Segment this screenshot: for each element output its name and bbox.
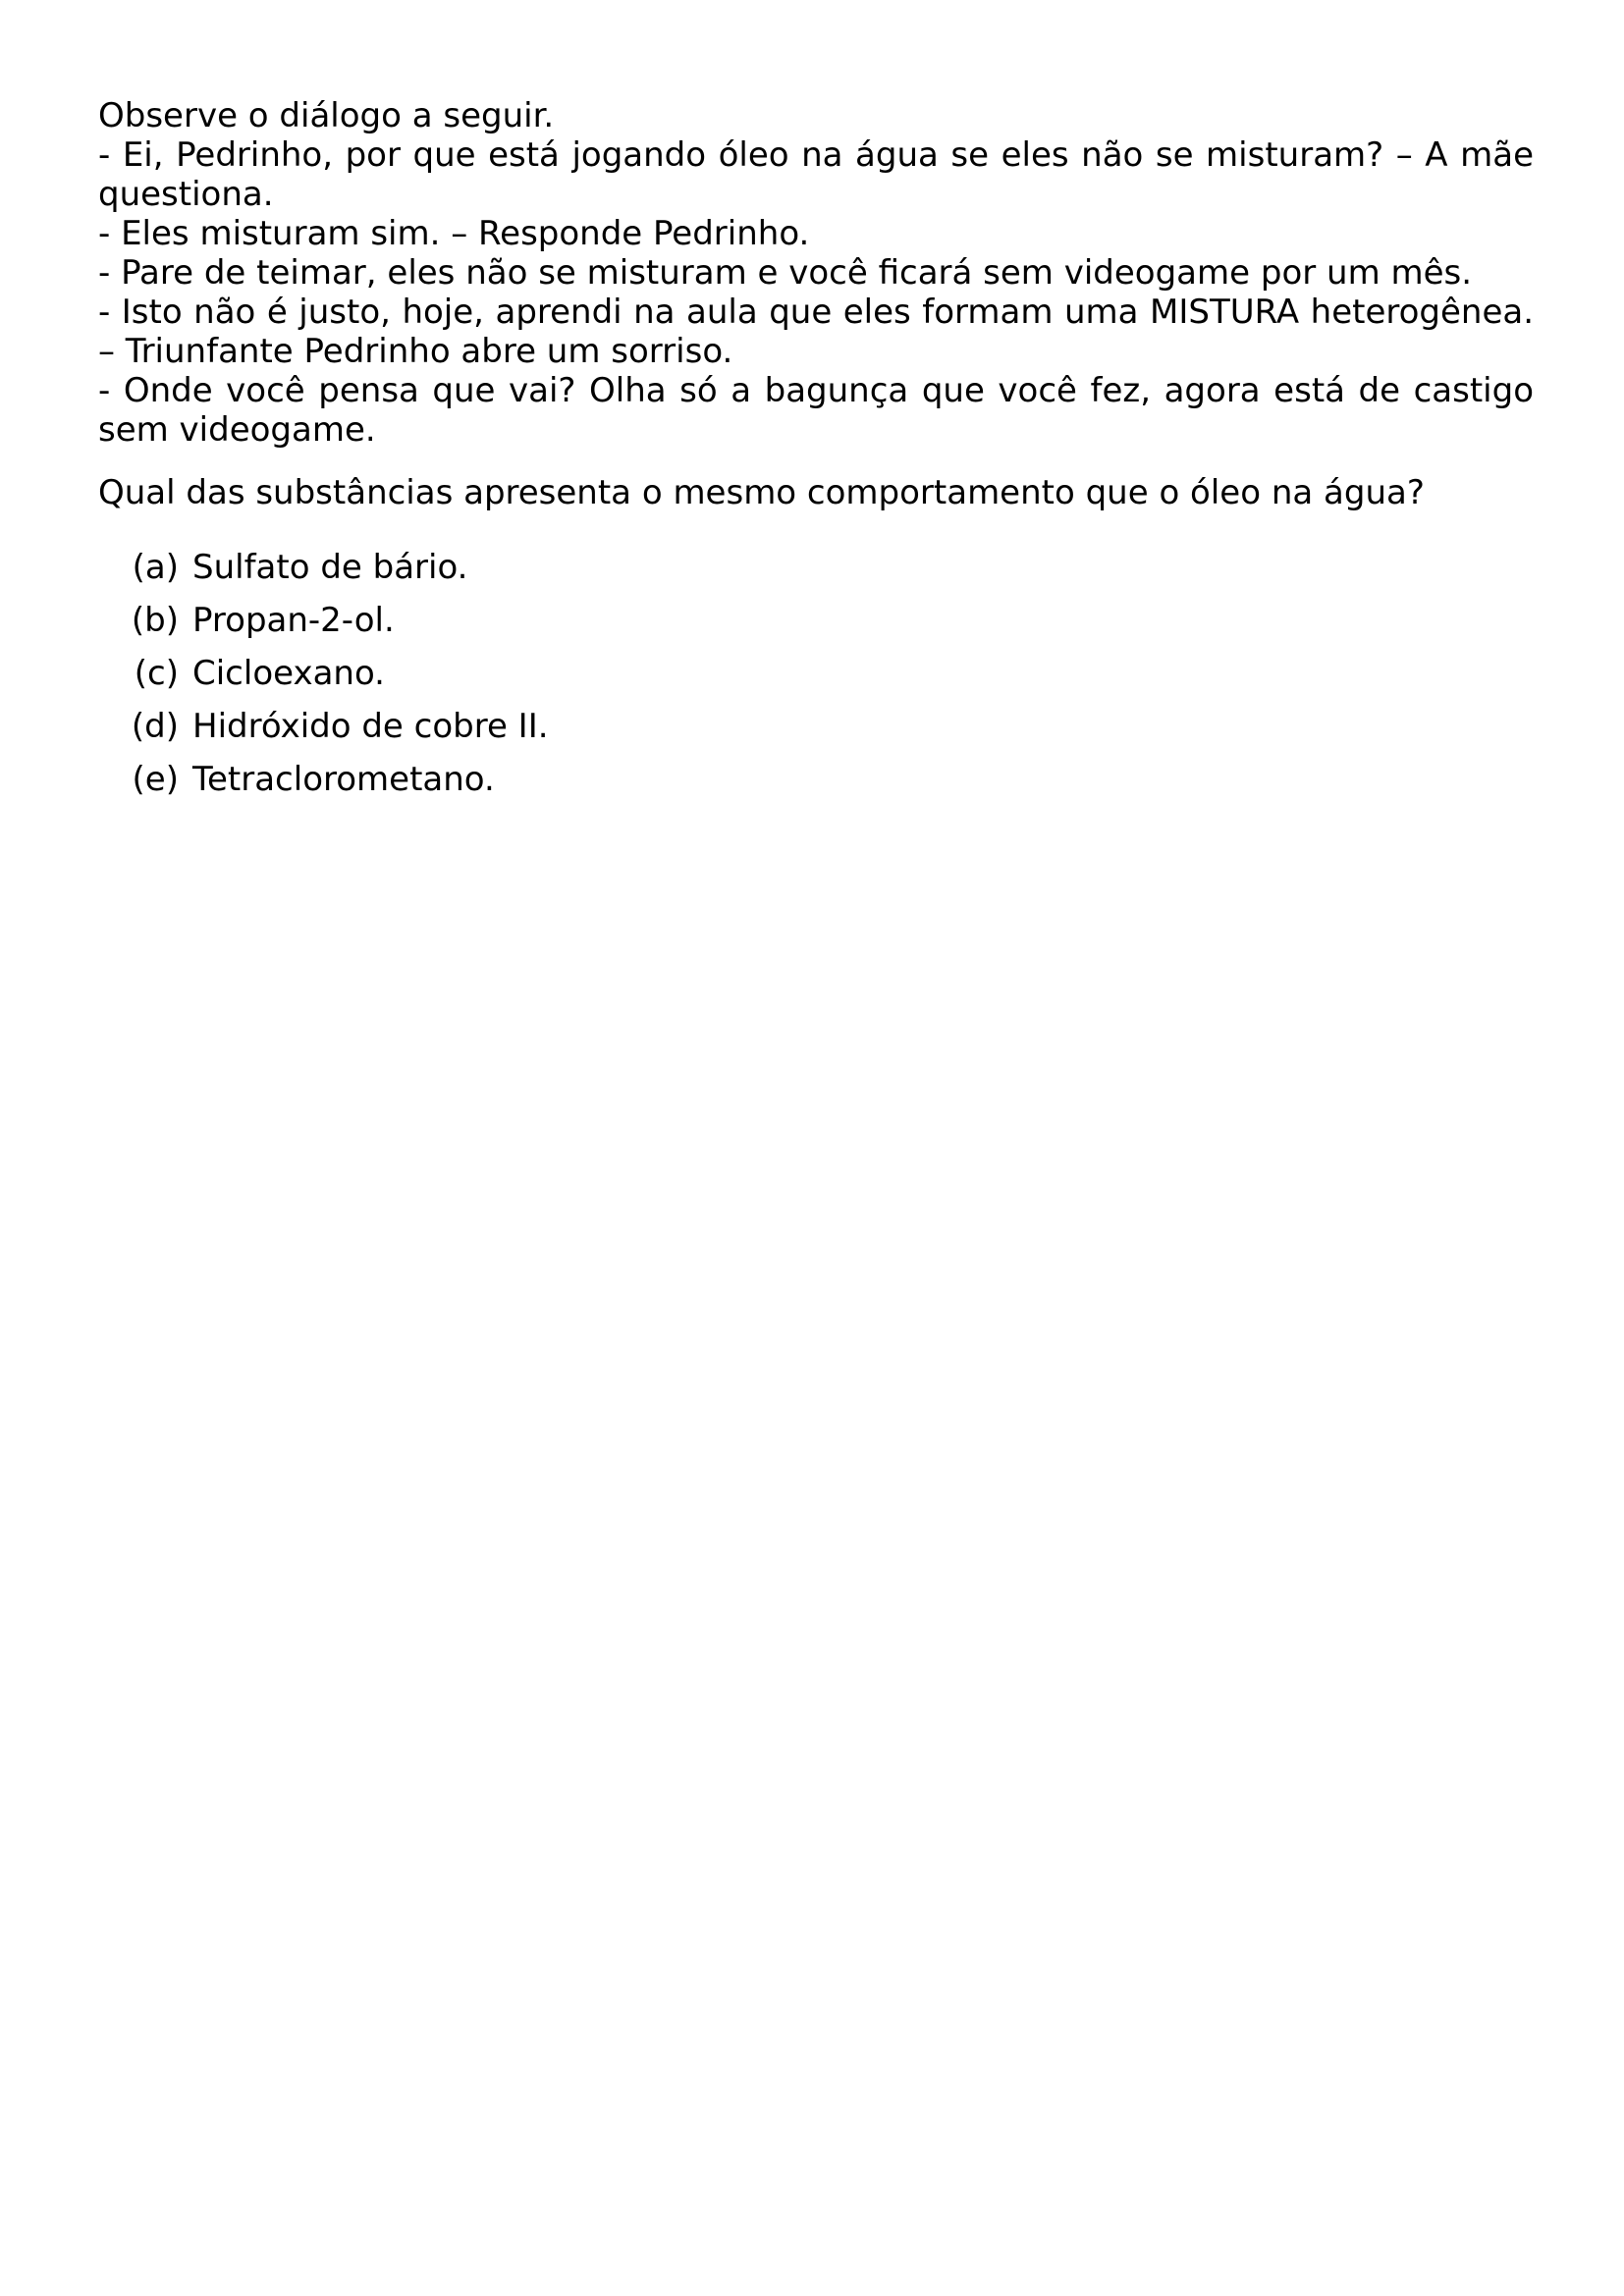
dialogue-line: - Pare de teimar, eles não se misturam e você ficará sem videogame por um mês. [98, 253, 1473, 293]
dialogue-block [98, 96, 1534, 450]
option-label: (c) [134, 654, 179, 693]
answer-options [98, 548, 1534, 813]
question-text: Qual das substâncias apresenta o mesmo comportamento que o óleo na água? [98, 473, 1425, 512]
option-a [98, 548, 1534, 601]
dialogue-line: - Isto não é justo, hoje, aprendi na aula que eles formam uma MISTURA heterogênea. – Triunfante Pedrinho abre um sorriso. [98, 293, 1534, 371]
option-b [98, 601, 1534, 654]
dialogue-line: - Eles misturam sim. – Responde Pedrinho. [98, 214, 810, 253]
dialogue-line: - Ei, Pedrinho, por que está jogando óleo na água se eles não se misturam? – A mãe questiona. [98, 135, 1534, 214]
option-c [98, 654, 1534, 707]
document-page [98, 96, 1534, 813]
option-label: (d) [131, 707, 179, 746]
option-text: Tetraclorometano. [192, 760, 495, 799]
option-e [98, 760, 1534, 813]
option-label: (b) [131, 601, 179, 640]
option-text: Sulfato de bário. [192, 548, 468, 587]
dialogue-intro: Observe o diálogo a seguir. [98, 96, 555, 135]
option-label: (e) [132, 760, 179, 799]
option-d [98, 707, 1534, 760]
dialogue-line: - Onde você pensa que vai? Olha só a bagunça que você fez, agora está de castigo sem videogame. [98, 371, 1534, 450]
option-text: Propan-2-ol. [192, 601, 395, 640]
option-text: Cicloexano. [192, 654, 385, 693]
option-text: Hidróxido de cobre II. [192, 707, 549, 746]
option-label: (a) [132, 548, 179, 587]
